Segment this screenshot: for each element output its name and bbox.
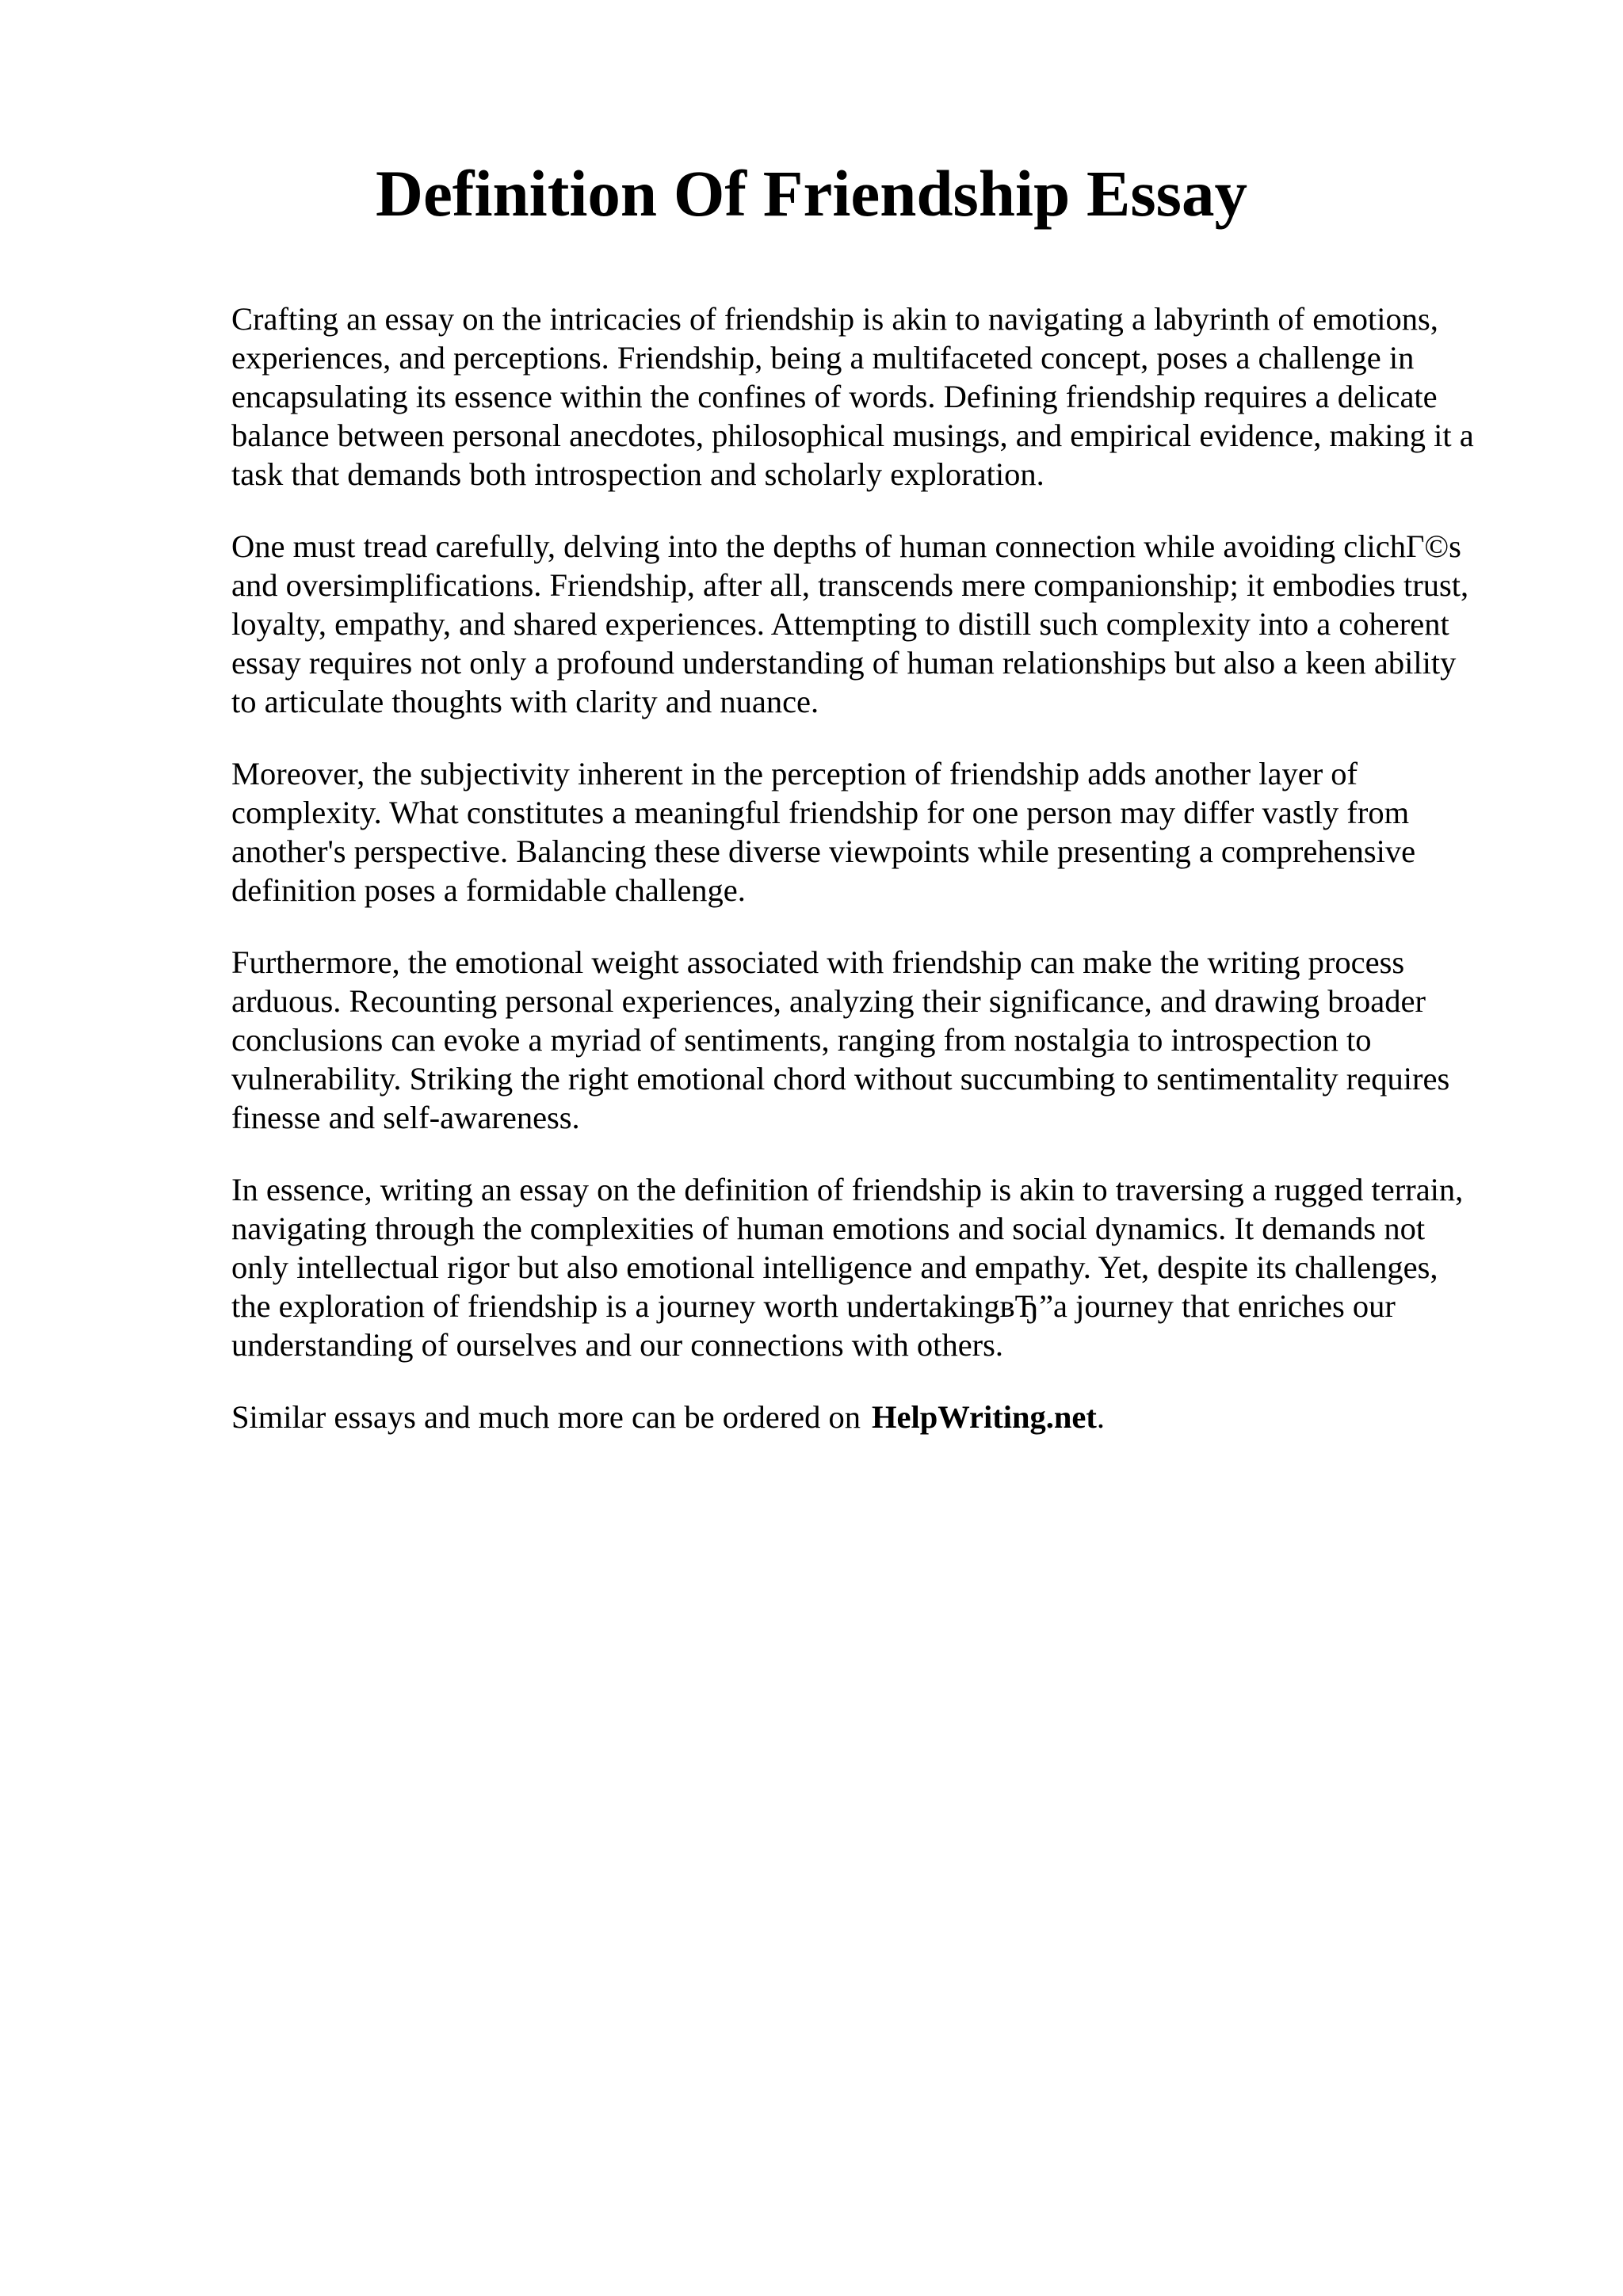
- document-title: Definition Of Friendship Essay: [376, 157, 1247, 230]
- paragraph-line: vulnerability. Striking the right emotional chord without succumbing to sentimentality requires: [231, 1061, 1450, 1097]
- paragraph-line: One must tread carefully, delving into the depths of human connection while avoiding clichГ©s: [231, 528, 1461, 564]
- paragraph-line: Crafting an essay on the intricacies of friendship is akin to navigating a labyrinth of emotions,: [231, 301, 1438, 337]
- paragraph-line: loyalty, empathy, and shared experiences. Attempting to distill such complexity into a coherent: [231, 606, 1449, 642]
- paragraph-line: In essence, writing an essay on the definition of friendship is akin to traversing a rugged terrain,: [231, 1172, 1464, 1207]
- paragraph-line: understanding of ourselves and our connections with others.: [231, 1327, 1004, 1363]
- paragraph-line: Moreover, the subjectivity inherent in the perception of friendship adds another layer of: [231, 756, 1358, 791]
- paragraph-line: balance between personal anecdotes, philosophical musings, and empirical evidence, making it a: [231, 418, 1474, 453]
- paragraph-line: arduous. Recounting personal experiences, analyzing their significance, and drawing broader: [231, 983, 1426, 1019]
- paragraph-5: [231, 1170, 1515, 1364]
- paragraph-3: [231, 754, 1515, 910]
- paragraph-line: another's perspective. Balancing these diverse viewpoints while presenting a comprehensive: [231, 833, 1416, 869]
- paragraph-line: definition poses a formidable challenge.: [231, 872, 746, 908]
- paragraph-line: task that demands both introspection and scholarly exploration.: [231, 456, 1044, 492]
- paragraph-line: experiences, and perceptions. Friendship, being a multifaceted concept, poses a challenge in: [231, 340, 1415, 376]
- paragraph-line: navigating through the complexities of human emotions and social dynamics. It demands not: [231, 1211, 1426, 1246]
- paragraph-line: finesse and self-awareness.: [231, 1100, 580, 1135]
- closing-text: Similar essays and much more can be ordered on: [231, 1399, 861, 1435]
- essay-body: [231, 299, 1515, 1470]
- closing-suffix: .: [1096, 1399, 1106, 1435]
- paragraph-line: essay requires not only a profound understanding of human relationships but also a keen ability: [231, 645, 1457, 681]
- closing-line: [231, 1398, 1515, 1436]
- paragraph-line: to articulate thoughts with clarity and nuance.: [231, 684, 819, 719]
- paragraph-4: [231, 943, 1515, 1137]
- helpwriting-link[interactable]: HelpWriting.net: [872, 1399, 1097, 1435]
- paragraph-line: encapsulating its essence within the confines of words. Defining friendship requires a delicate: [231, 379, 1438, 414]
- paragraph-line: Furthermore, the emotional weight associated with friendship can make the writing process: [231, 944, 1405, 980]
- paragraph-line: conclusions can evoke a myriad of sentiments, ranging from nostalgia to introspection to: [231, 1022, 1372, 1058]
- paragraph-2: [231, 527, 1515, 721]
- paragraph-1: [231, 299, 1515, 494]
- paragraph-line: the exploration of friendship is a journey worth undertakingвЂ”a journey that enriches our: [231, 1288, 1396, 1324]
- paragraph-line: and oversimplifications. Friendship, after all, transcends mere companionship; it embodies trust,: [231, 567, 1469, 603]
- paragraph-line: complexity. What constitutes a meaningful friendship for one person may differ vastly from: [231, 795, 1410, 830]
- paragraph-line: only intellectual rigor but also emotional intelligence and empathy. Yet, despite its challenges,: [231, 1249, 1438, 1285]
